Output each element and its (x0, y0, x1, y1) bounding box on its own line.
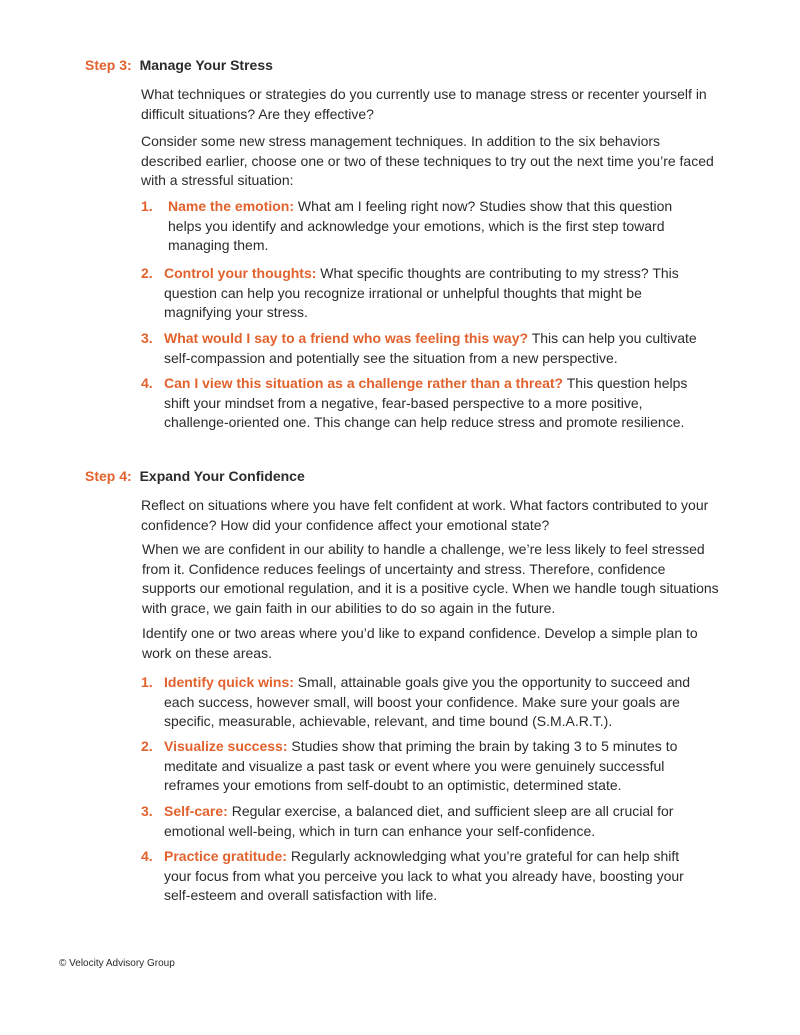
step3-heading (85, 55, 273, 75)
footer-copyright: © Velocity Advisory Group (59, 958, 175, 969)
list-number: 2. (141, 265, 153, 281)
list-number: 4. (141, 375, 153, 391)
step4-title: Expand Your Confidence (139, 468, 305, 484)
list-item-body (164, 847, 709, 906)
list-item-text: Small, attainable goals give you the opportunity to succeed and each success, however small, will boost your confidence. Make sure your goals are specific, measurable, achievable, relevant, and time bound (S.M.A.R.T.). (164, 674, 691, 730)
step4-list-item-2 (141, 737, 721, 796)
list-item-body (164, 329, 709, 368)
list-item-text: This can help you cultivate self-compassion and potentially see the situation from a new perspective. (164, 330, 697, 366)
step4-list-item-4 (141, 847, 721, 906)
list-item-text: This question helps shift your mindset from a negative, fear-based perspective to a more positive, challenge-oriented one. This change can help reduce stress and promote resilience. (164, 375, 688, 431)
step4-intro-paragraph-3: Identify one or two areas where you’d like to expand confidence. Develop a simple plan to work on these areas. (142, 625, 698, 661)
step3-intro-paragraph-1: What techniques or strategies do you currently use to manage stress or recenter yourself in difficult situations? Are they effective? (141, 86, 707, 122)
list-item-lead: Practice gratitude: (164, 848, 287, 864)
step3-label: Step 3: (85, 57, 132, 73)
list-item-body (168, 197, 709, 256)
list-item-text: Studies show that priming the brain by taking 3 to 5 minutes to meditate and visualize a past task or event where you were genuinely successful reframes your emotions from self-doubt to an optimistic, determined state. (164, 738, 678, 794)
list-number: 1. (141, 674, 153, 690)
list-item-text: What am I feeling right now? Studies show that this question helps you identify and acknowledge your emotions, which is the first step toward managing them. (168, 198, 673, 254)
step3-list-item-1 (141, 197, 721, 256)
list-item-text: What specific thoughts are contributing to my stress? This question can help you recognize irrational or unhelpful thoughts that might be magnifying your stress. (164, 265, 679, 321)
list-number: 2. (141, 738, 153, 754)
step4-label: Step 4: (85, 468, 132, 484)
step3-list-item-3 (141, 329, 721, 368)
step3-intro-paragraph-2: Consider some new stress management techniques. In addition to the six behaviors described earlier, choose one or two of these techniques to try out the next time you’re faced with a stressful situation: (141, 133, 714, 189)
step3-list-item-2 (141, 264, 721, 323)
list-number: 1. (141, 198, 153, 214)
list-item-lead: Can I view this situation as a challenge rather than a threat? (164, 375, 564, 391)
list-item-lead: Visualize success: (164, 738, 288, 754)
list-item-text: Regularly acknowledging what you’re grateful for can help shift your focus from what you perceive you lack to what you already have, boosting your self-esteem and overall satisfaction with life. (164, 848, 684, 904)
list-number: 3. (141, 330, 153, 346)
step3-title: Manage Your Stress (139, 57, 273, 73)
step4-intro-paragraph-1: Reflect on situations where you have felt confident at work. What factors contributed to your confidence? How did your confidence affect your emotional state? (141, 497, 709, 533)
step4-intro-paragraph-2: When we are confident in our ability to handle a challenge, we’re less likely to feel stressed from it. Confidence reduces feelings of uncertainty and stress. Therefore, confidence supports our emotional regulation, and it is a positive cycle. When we handle tough situations with grace, we gain faith in our abilities to do so again in the future. (142, 541, 719, 616)
list-item-body (164, 673, 709, 732)
list-item-body (164, 374, 709, 433)
list-item-body (164, 802, 709, 841)
list-item-lead: Identify quick wins: (164, 674, 294, 690)
list-item-lead: Control your thoughts: (164, 265, 317, 281)
list-item-body (164, 737, 709, 796)
list-item-lead: Self-care: (164, 803, 228, 819)
list-item-text: Regular exercise, a balanced diet, and sufficient sleep are all crucial for emotional well-being, which in turn can enhance your self-confidence. (164, 803, 674, 839)
step3-list-item-4 (141, 374, 721, 433)
list-item-lead: What would I say to a friend who was feeling this way? (164, 330, 529, 346)
step4-heading (85, 466, 305, 486)
step4-list-item-1 (141, 673, 721, 732)
list-number: 4. (141, 848, 153, 864)
list-item-body (164, 264, 709, 323)
step4-list-item-3 (141, 802, 721, 841)
list-number: 3. (141, 803, 153, 819)
list-item-lead: Name the emotion: (168, 198, 295, 214)
